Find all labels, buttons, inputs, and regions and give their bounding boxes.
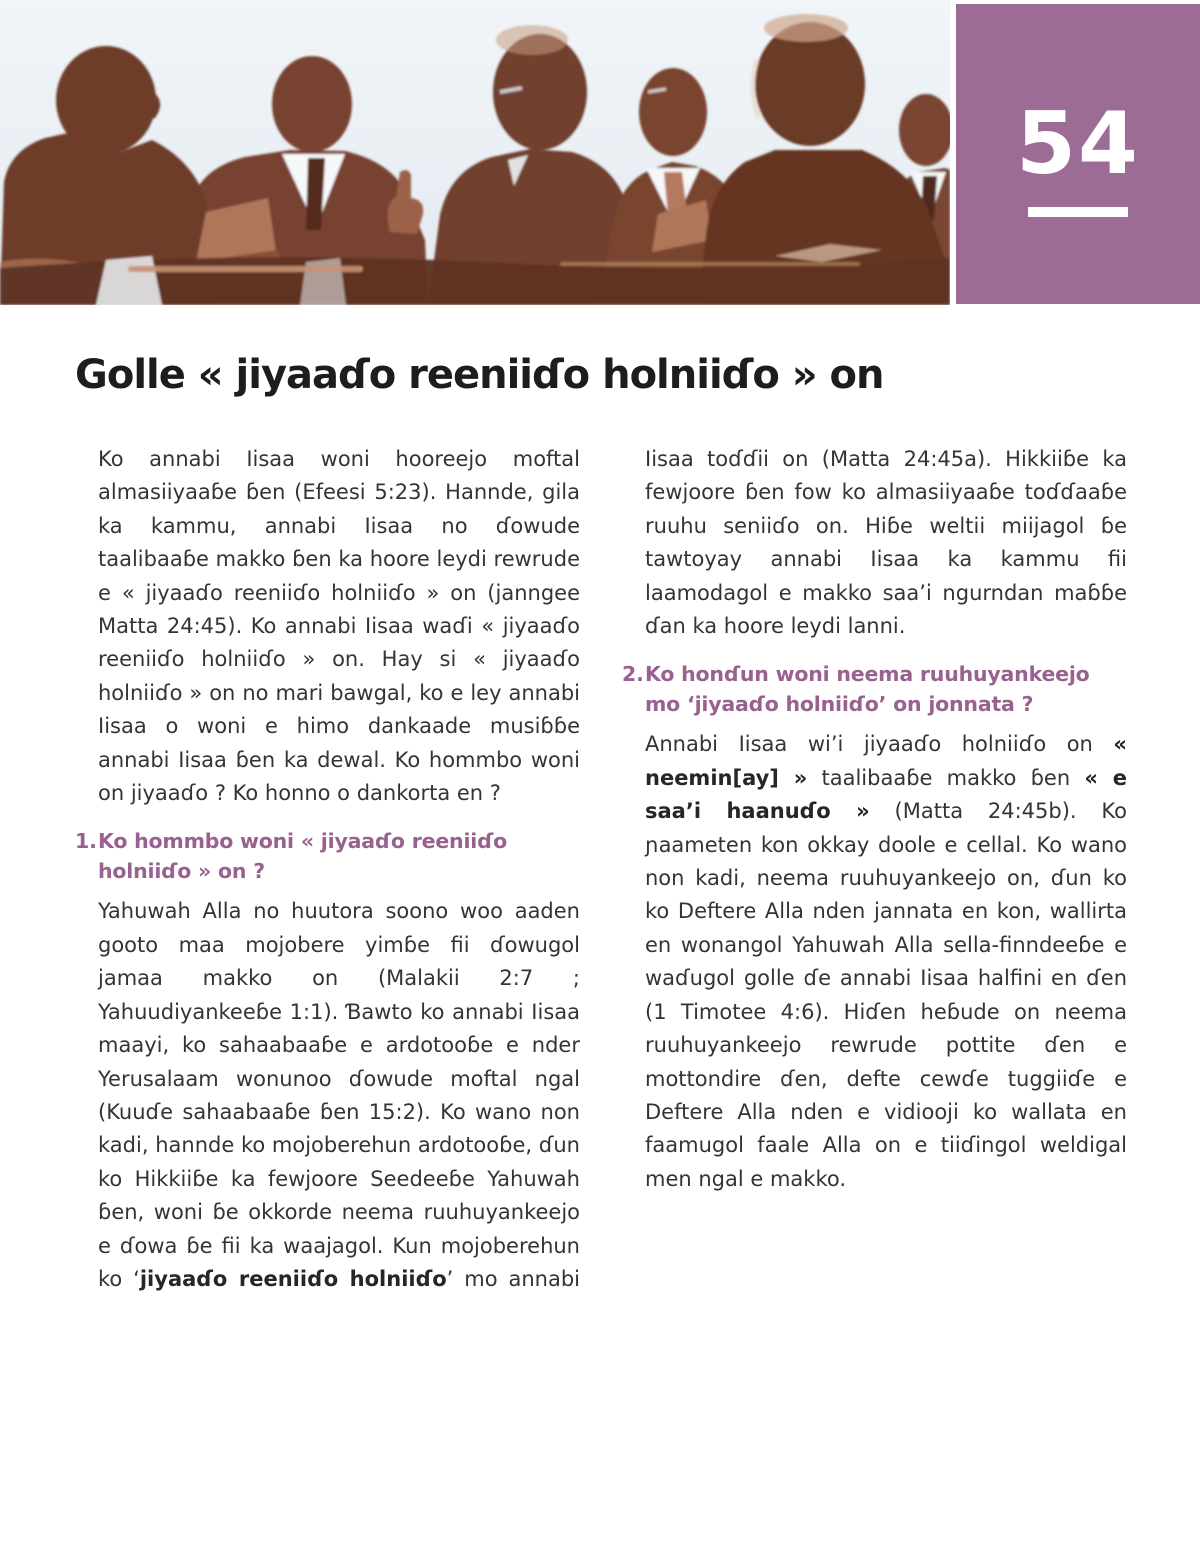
column-right (622, 443, 1127, 1296)
paragraph (645, 728, 1127, 1196)
page-title: Golle « jiyaaɗo reeniiɗo holniiɗo » on (75, 352, 884, 398)
column-left (75, 443, 580, 1296)
lesson-number-underline (1028, 207, 1128, 217)
section-number: 2. (622, 662, 644, 687)
paragraph (645, 443, 1127, 643)
text-run: Ko annabi Iisaa woni hooreejo moftal almasiiyaaɓe ɓen (Efeesi 5:23). Hannde, gila ka kammu, annabi Iisaa no ɗowude taalibaaɓe makko ɓen ka hoore leydi rewrude e « jiyaaɗo reeniiɗo holniiɗo » on (janngee Matta 24:45). Ko annabi Iisaa waɗi « jiyaaɗo reeniiɗo holniiɗo » on. Hay si « jiyaaɗo holniiɗo » on no mari bawgal, ko e ley annabi Iisaa o woni e himo dankaade musiɓɓe annabi Iisaa ɓen ka dewal. Ko hommbo woni on jiyaaɗo ? Ko honno o dankorta en ? (98, 447, 580, 806)
bold-phrase: jiyaaɗo reeniiɗo holniiɗo (139, 1266, 447, 1291)
paragraph (98, 895, 580, 1296)
text-run: (Matta 24:45b). Ko ɲaameten kon okkay doole e cellal. Ko wano non kadi, neema ruuhuyankeejo on, ɗun ko ko Deftere Alla nden jannata en kon, wallirta en wonangol Yahuwah Alla sella-finndeeɓe e waɗugol golle ɗe annabi Iisaa halfini en ɗen (1 Timotee 4:6). Hiɗen heɓude on neema ruuhuyankeejo rewrude pottite ɗen e mottondire ɗen, defte cewɗe tuggiiɗe e Deftere Alla nden e vidiooji ko wallata en faamugol faale Alla on e tiiɗingol weldigal men ngal e makko. (645, 799, 1127, 1191)
section-heading (75, 826, 580, 886)
bold-phrase: « e saa’i haanuɗo » (645, 765, 1127, 824)
meeting-silhouette-photo (0, 0, 950, 305)
section-heading-text: Ko hommbo woni « jiyaaɗo reeniiɗo holniiɗo » on ? (98, 829, 508, 884)
section-heading-text: Ko honɗun woni neema ruuhuyankeejo mo ‘jiyaaɗo holniiɗo’ on jonnata ? (645, 662, 1090, 717)
lesson-number-box (956, 4, 1200, 304)
paragraph (98, 443, 580, 810)
article-body (0, 443, 1200, 1296)
text-run: ’ mo annabi (446, 1266, 580, 1291)
page-header (0, 0, 1200, 305)
section-heading (622, 659, 1127, 719)
lesson-number: 54 (1016, 94, 1140, 194)
text-run: Annabi Iisaa wi’i jiyaaɗo holniiɗo on (645, 732, 1114, 757)
section-number: 1. (75, 829, 97, 854)
text-run: taalibaaɓe makko ɓen (807, 765, 1085, 790)
text-run: Yahuwah Alla no huutora soono woo aaden gooto maa mojobere yimɓe fii ɗowugol jamaa makko on (Malakii 2:7 ; Yahuudiyankeeɓe 1:1). Ɓawto ko annabi Iisaa maayi, ko sahaabaaɓe e ardotooɓe e nder Yerusalaam wonunoo ɗowude moftal ngal (Kuuɗe sahaabaaɓe ɓen 15:2). Ko wano non kadi, hannde ko mojoberehun ardotooɓe, ɗun ko Hikkiiɓe ka fewjoore Seedeeɓe Yahuwah ɓen, woni ɓe okkorde neema ruuhuyankeejo e ɗowa ɓe fii ka waajagol. Kun mojoberehun ko ‘ (98, 899, 580, 1291)
text-run: Iisaa toɗɗii on (Matta 24:45a). Hikkiiɓe ka fewjoore ɓen fow ko almasiiyaaɓe toɗɗaaɓe ruuhu seniiɗo on. Hiɓe weltii miijagol ɓe tawtoyay annabi Iisaa ka kammu fii laamodagol e makko saa’i ngurndan maɓɓe ɗan ka hoore leydi lanni. (645, 447, 1127, 639)
meeting-silhouette-illustration (0, 0, 950, 305)
bold-phrase: « neemin[ay] » (645, 732, 1127, 790)
